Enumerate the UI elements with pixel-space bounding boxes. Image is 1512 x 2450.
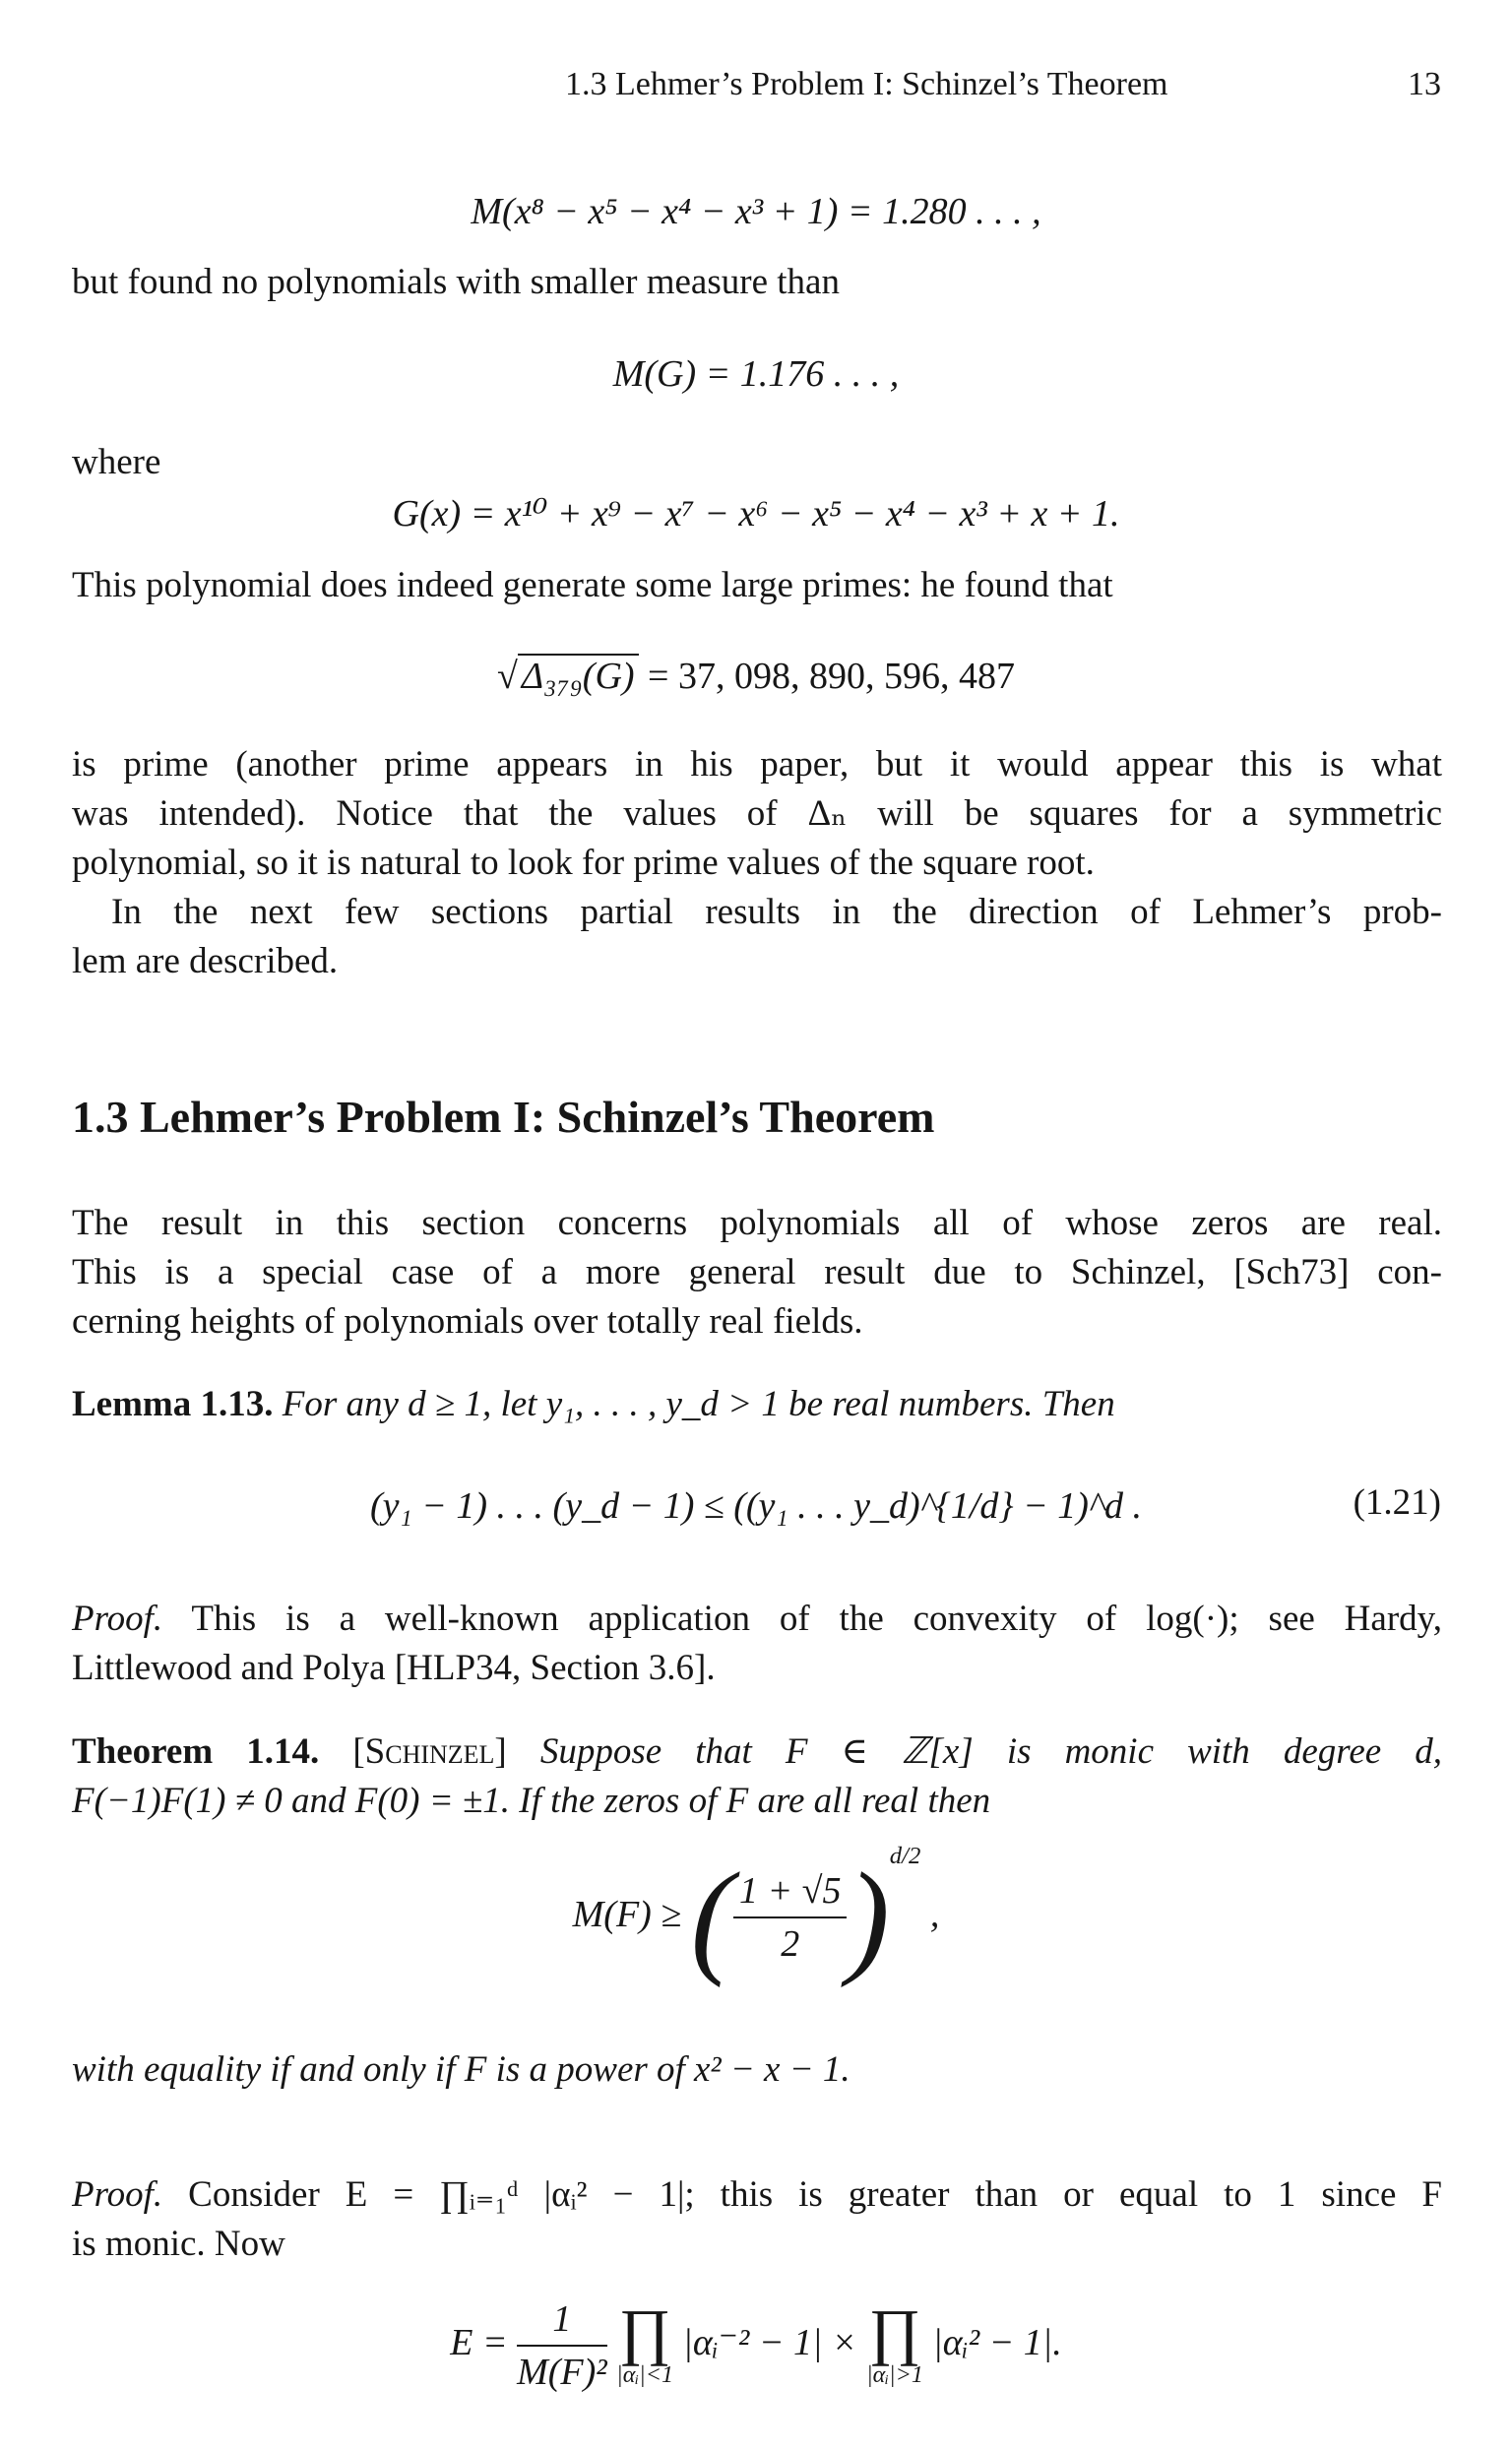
- theorem-label: Theorem 1.14.: [72, 1731, 320, 1772]
- exponent: d/2: [889, 1843, 921, 1870]
- section-title: 1.3 Lehmer’s Problem I: Schinzel’s Theorem: [72, 1092, 935, 1142]
- theorem-attribution: [Schinzel]: [352, 1731, 507, 1772]
- equation-g-definition: G(x) = x¹⁰ + x⁹ − x⁷ − x⁶ − x⁵ − x⁴ − x³ + x + 1.: [392, 493, 1120, 534]
- equation-number: (1.21): [1353, 1482, 1441, 1523]
- proof-theorem: Proof. Consider E = ∏ᵢ₌₁ᵈ |αᵢ² − 1|; this is greater than or equal to 1 since F is monic. Now: [72, 2174, 1442, 2264]
- proof-label: Proof.: [72, 2174, 163, 2215]
- lemma-text: For any d ≥ 1, let y₁, . . . , y_d > 1 be real numbers. Then: [282, 1384, 1115, 1424]
- equation-theorem: M(F) ≥ ( $\frac{1 + √5}{2}$ )$^{d/2}$ ,: [572, 1843, 940, 1989]
- paragraph-next-sections: In the next few sections partial results in the direction of Lehmer’s prob- lem are described.: [72, 892, 1442, 981]
- e-fraction: $\frac{1}{\text{M(F)²}}$: [517, 2293, 607, 2398]
- page-number: 13: [1408, 66, 1441, 102]
- paragraph-is-prime: is prime (another prime appears in his paper, but it would appear this is what was intended). Notice that the values of Δₙ will be squares for a symmetric polynomial, so it is natural to look for prime values of the square root.: [72, 744, 1442, 883]
- theorem-conclusion: with equality if and only if F is a power of x² − x − 1.: [72, 2049, 850, 2090]
- running-title: 1.3 Lehmer’s Problem I: Schinzel’s Theorem: [565, 66, 1168, 102]
- paragraph-where: where: [72, 442, 161, 482]
- equation-lemma: (y₁ − 1) . . . (y_d − 1) ≤ ((y₁ . . . y_d)^{1/d} − 1)^d .: [370, 1485, 1142, 1527]
- equation-measure-g: M(G) = 1.176 . . . ,: [612, 353, 900, 395]
- equation-discriminant-prime: [0, 652, 1512, 701]
- discriminant-value: = 37, 098, 890, 596, 487: [638, 656, 1015, 697]
- equation-e-product: E = $\frac{1}{\text{M(F)²}}$ ∏ |αᵢ|<1 |αᵢ⁻² − 1| × ∏ |αᵢ|>1 |αᵢ² − 1|.: [0, 2289, 1512, 2398]
- paragraph-but-found: but found no polynomials with smaller measure than: [72, 262, 840, 302]
- proof-label: Proof.: [72, 1599, 163, 1639]
- sqrt-radicand: Δ₃₇₉(G): [518, 654, 639, 697]
- proof-lemma: Proof. This is a well-known application of the convexity of log(·); see Hardy, Littlewood and Polya [HLP34, Section 3.6].: [72, 1599, 1442, 1688]
- lemma-statement: [72, 1380, 1442, 1429]
- lemma-label: Lemma 1.13.: [72, 1384, 274, 1424]
- golden-ratio-fraction: $\frac{1 + √5}{2}$: [733, 1865, 848, 1970]
- theorem-statement: Theorem 1.14. [Schinzel] Suppose that F ∈ ℤ[x] is monic with degree d, F(−1)F(1) ≠ 0 and F(0) = ±1. If the zeros of F are all real then: [72, 1731, 1442, 1821]
- paragraph-this-polynomial: This polynomial does indeed generate some large primes: he found that: [72, 565, 1113, 605]
- equation-measure-poly: M(x⁸ − x⁵ − x⁴ − x³ + 1) = 1.280 . . . ,: [471, 191, 1041, 232]
- product-large-roots: ∏ |αᵢ|>1: [866, 2296, 923, 2389]
- product-small-roots: ∏ |αᵢ|<1: [616, 2296, 673, 2389]
- paragraph-result: The result in this section concerns polynomials all of whose zeros are real. This is a special case of a more general result due to Schinzel, [Sch73] con- cerning heights of polynomials over totally real fields.: [72, 1203, 1442, 1342]
- sqrt-symbol: √: [497, 656, 518, 697]
